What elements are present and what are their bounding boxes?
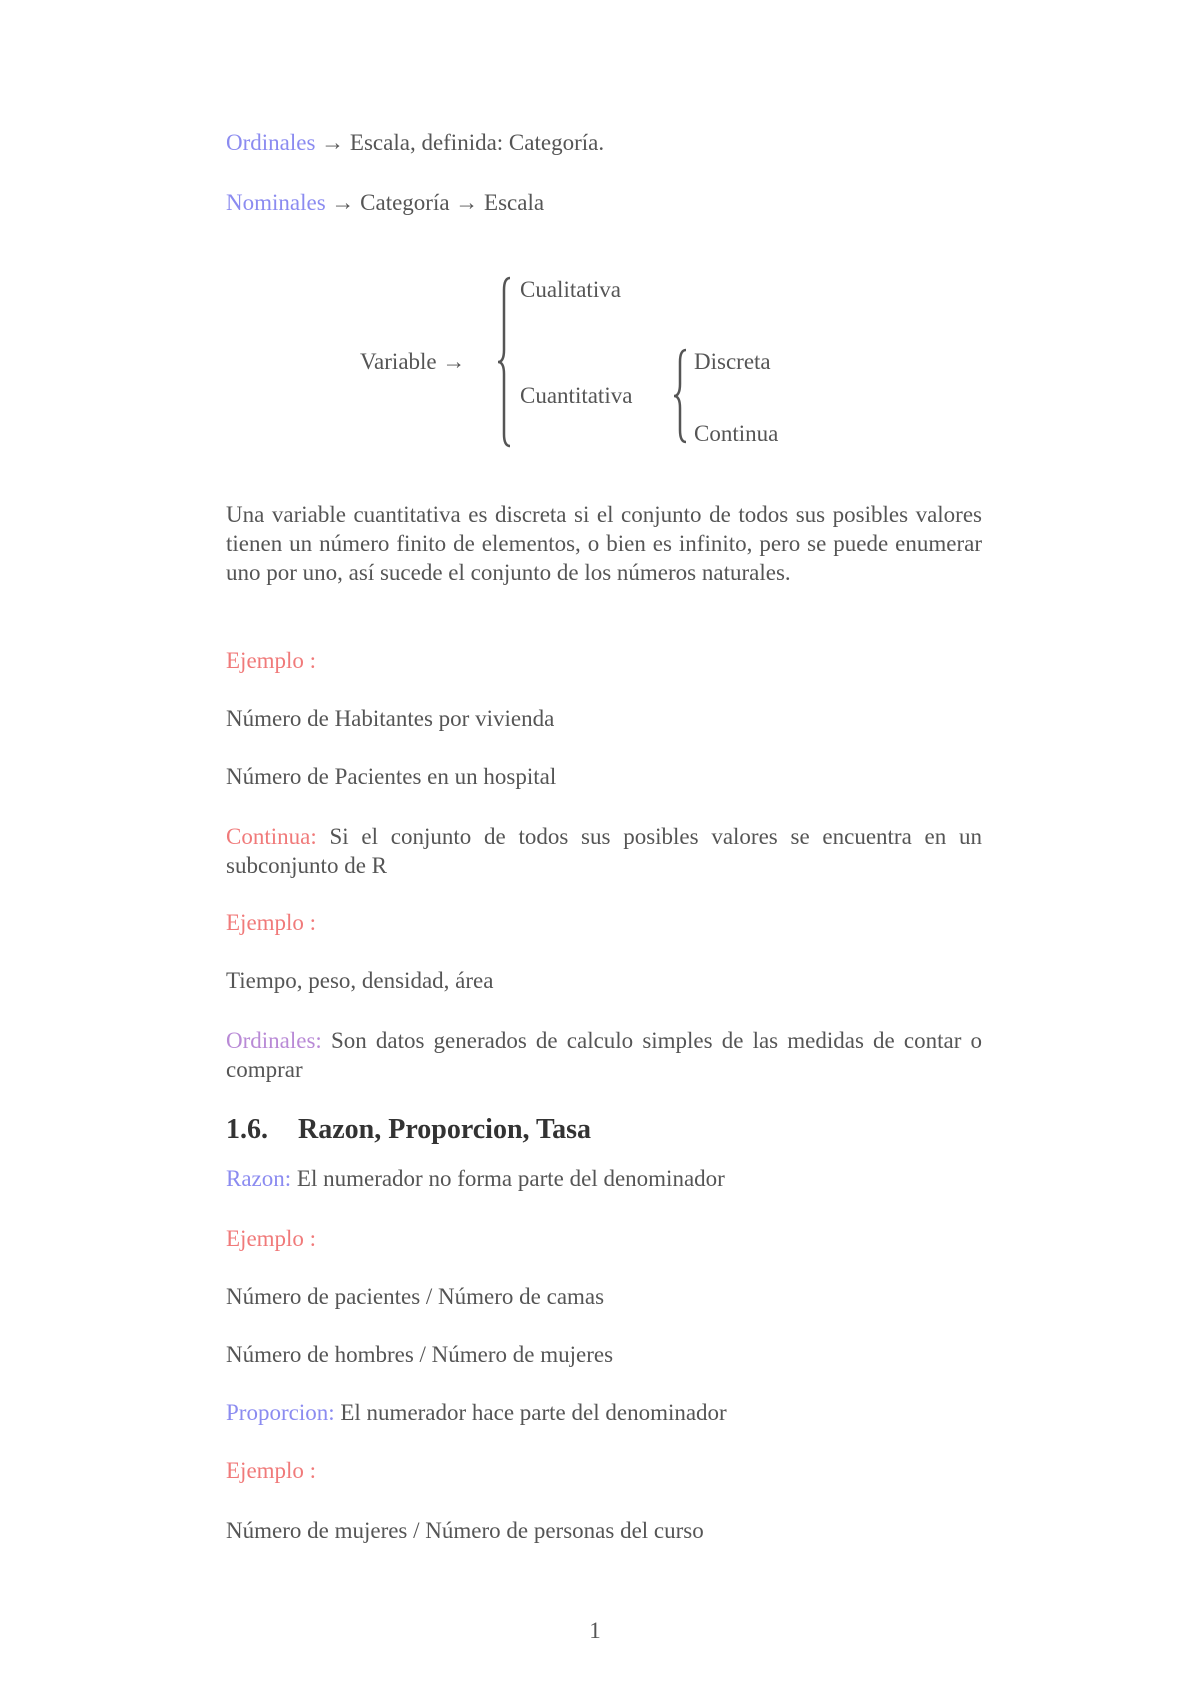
example-item: Número de pacientes / Número de camas: [226, 1284, 605, 1309]
discreta-paragraph: Una variable cuantitativa es discreta si el conjunto de todos sus posibles valores tienen un número finito de elementos, o bien es infinito, pero se puede enumerar uno por uno, así sucede el conjunto de los números naturales.: [226, 502, 982, 585]
page-number: 1: [589, 1618, 601, 1643]
example-item: Número de mujeres / Número de personas del curso: [226, 1518, 704, 1543]
proporcion-term: Proporcion:: [226, 1400, 335, 1425]
example-item: Número de hombres / Número de mujeres: [226, 1342, 614, 1367]
diagram-branch-cualitativa: Cualitativa: [520, 277, 621, 302]
section-title: Razon, Proporcion, Tasa: [298, 1114, 592, 1145]
razon-definition: [226, 1164, 986, 1194]
example-item: Número de Pacientes en un hospital: [226, 764, 557, 789]
nominales-text: → Categoría → Escala: [325, 190, 545, 215]
continua-text: Si el conjunto de todos sus posibles valores se encuentra en un subconjunto de R: [226, 824, 982, 878]
razon-text: El numerador no forma parte del denominador: [291, 1166, 725, 1191]
example-label-3: Ejemplo :: [226, 1226, 317, 1251]
example-item: Número de Habitantes por vivienda: [226, 706, 555, 731]
proporcion-definition: [226, 1398, 986, 1428]
ordinales-def-term: Ordinales:: [226, 1028, 322, 1053]
ordinales-term: Ordinales: [226, 130, 316, 155]
diagram-root: Variable →: [360, 349, 466, 374]
outer-brace-icon: [498, 278, 510, 446]
ordinales-def-text: Son datos generados de calculo simples de las medidas de contar o comprar: [226, 1028, 982, 1082]
ordinales-text: → Escala, definida: Categoría.: [315, 130, 605, 155]
example-label-1: Ejemplo :: [226, 648, 317, 673]
continua-term: Continua:: [226, 824, 317, 849]
section-heading: [226, 1114, 591, 1146]
diagram-leaf-discreta: Discreta: [694, 349, 771, 374]
nominales-line: [226, 188, 986, 218]
ordinales-definition: [226, 1026, 982, 1084]
inner-brace-icon: [674, 350, 686, 442]
razon-term: Razon:: [226, 1166, 292, 1191]
example-item: Tiempo, peso, densidad, área: [226, 968, 494, 993]
diagram-arrow: →: [442, 349, 466, 374]
diagram-leaf-continua: Continua: [694, 421, 779, 446]
example-label-2: Ejemplo :: [226, 910, 317, 935]
section-number: 1.6.: [226, 1114, 268, 1145]
diagram-branch-cuantitativa: Cuantitativa: [520, 383, 633, 408]
nominales-term: Nominales: [226, 190, 326, 215]
proporcion-text: El numerador hace parte del denominador: [334, 1400, 727, 1425]
example-label-4: Ejemplo :: [226, 1458, 317, 1483]
ordinales-line: [226, 128, 986, 158]
continua-definition: [226, 822, 982, 880]
